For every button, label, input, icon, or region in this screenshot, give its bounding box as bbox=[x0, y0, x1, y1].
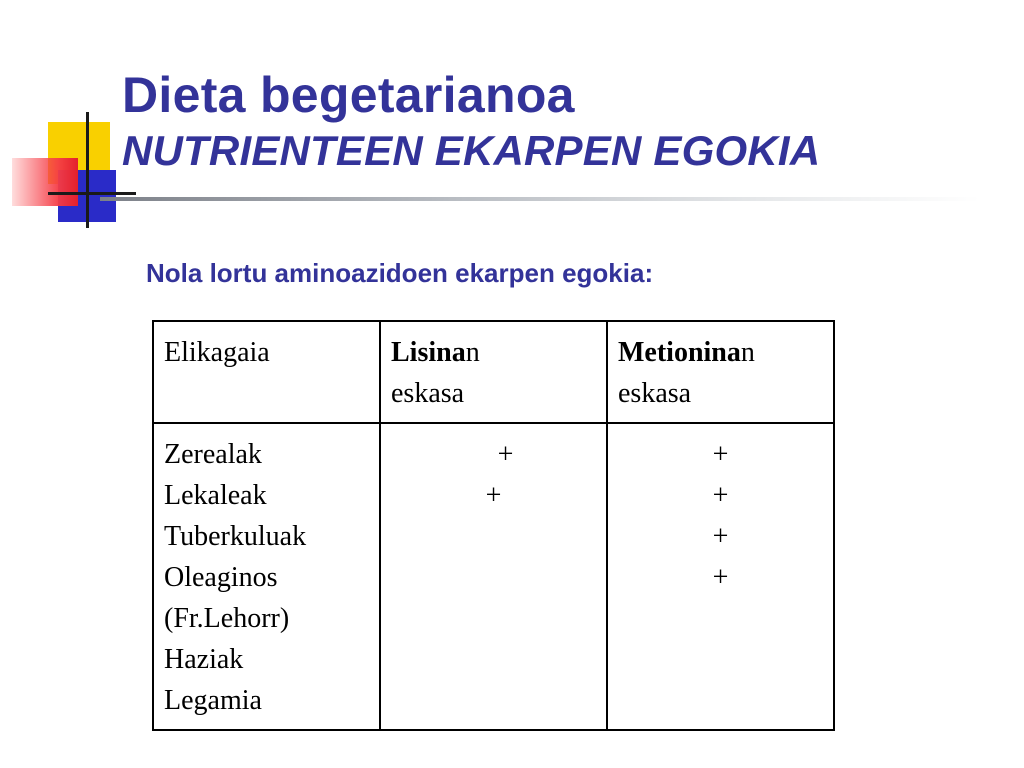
subtitle: Nola lortu aminoazidoen ekarpen egokia: bbox=[146, 258, 654, 288]
header-metionina-suffix: n bbox=[740, 337, 755, 368]
food-item: Lekaleak bbox=[164, 480, 267, 511]
title-underline bbox=[100, 197, 980, 201]
lisina-marks-cell bbox=[380, 423, 607, 730]
red-square bbox=[12, 158, 78, 206]
header-cell-metionina bbox=[607, 321, 834, 423]
header-metionina-line1 bbox=[618, 332, 823, 373]
header-metionina-line2: eskasa bbox=[618, 378, 692, 409]
metionina-mark: + bbox=[712, 562, 729, 593]
food-item: (Fr.Lehorr) bbox=[164, 603, 290, 634]
header-metionina-bold: Metionina bbox=[618, 337, 741, 368]
food-item: Tuberkuluak bbox=[164, 521, 307, 552]
metionina-mark: + bbox=[712, 439, 729, 470]
header-cell-lisina bbox=[380, 321, 607, 423]
table-header-row bbox=[153, 321, 834, 423]
amino-acid-table bbox=[152, 320, 835, 731]
header-lisina-suffix: n bbox=[465, 337, 480, 368]
lisina-mark: + bbox=[497, 439, 514, 470]
header-lisina-line2: eskasa bbox=[391, 378, 465, 409]
title-line-1: Dieta begetarianoa bbox=[122, 67, 575, 123]
decorative-logo bbox=[0, 0, 140, 240]
vertical-line bbox=[86, 112, 89, 228]
header-lisina-bold: Lisina bbox=[391, 337, 466, 368]
table-row bbox=[153, 423, 834, 730]
header-food-label: Elikagaia bbox=[164, 337, 270, 368]
lisina-mark: + bbox=[485, 480, 502, 511]
title-line-2: NUTRIENTEEN EKARPEN EGOKIA bbox=[122, 127, 821, 174]
food-item: Zerealak bbox=[164, 439, 262, 470]
food-list-cell bbox=[153, 423, 380, 730]
horizontal-line bbox=[48, 192, 136, 195]
food-item: Haziak bbox=[164, 644, 244, 675]
metionina-mark: + bbox=[712, 480, 729, 511]
metionina-marks-cell bbox=[607, 423, 834, 730]
food-item: Legamia bbox=[164, 685, 262, 716]
header-lisina-line1 bbox=[391, 332, 596, 373]
food-item: Oleaginos bbox=[164, 562, 278, 593]
slide-title bbox=[122, 67, 821, 174]
metionina-mark: + bbox=[712, 521, 729, 552]
header-cell-food bbox=[153, 321, 380, 423]
